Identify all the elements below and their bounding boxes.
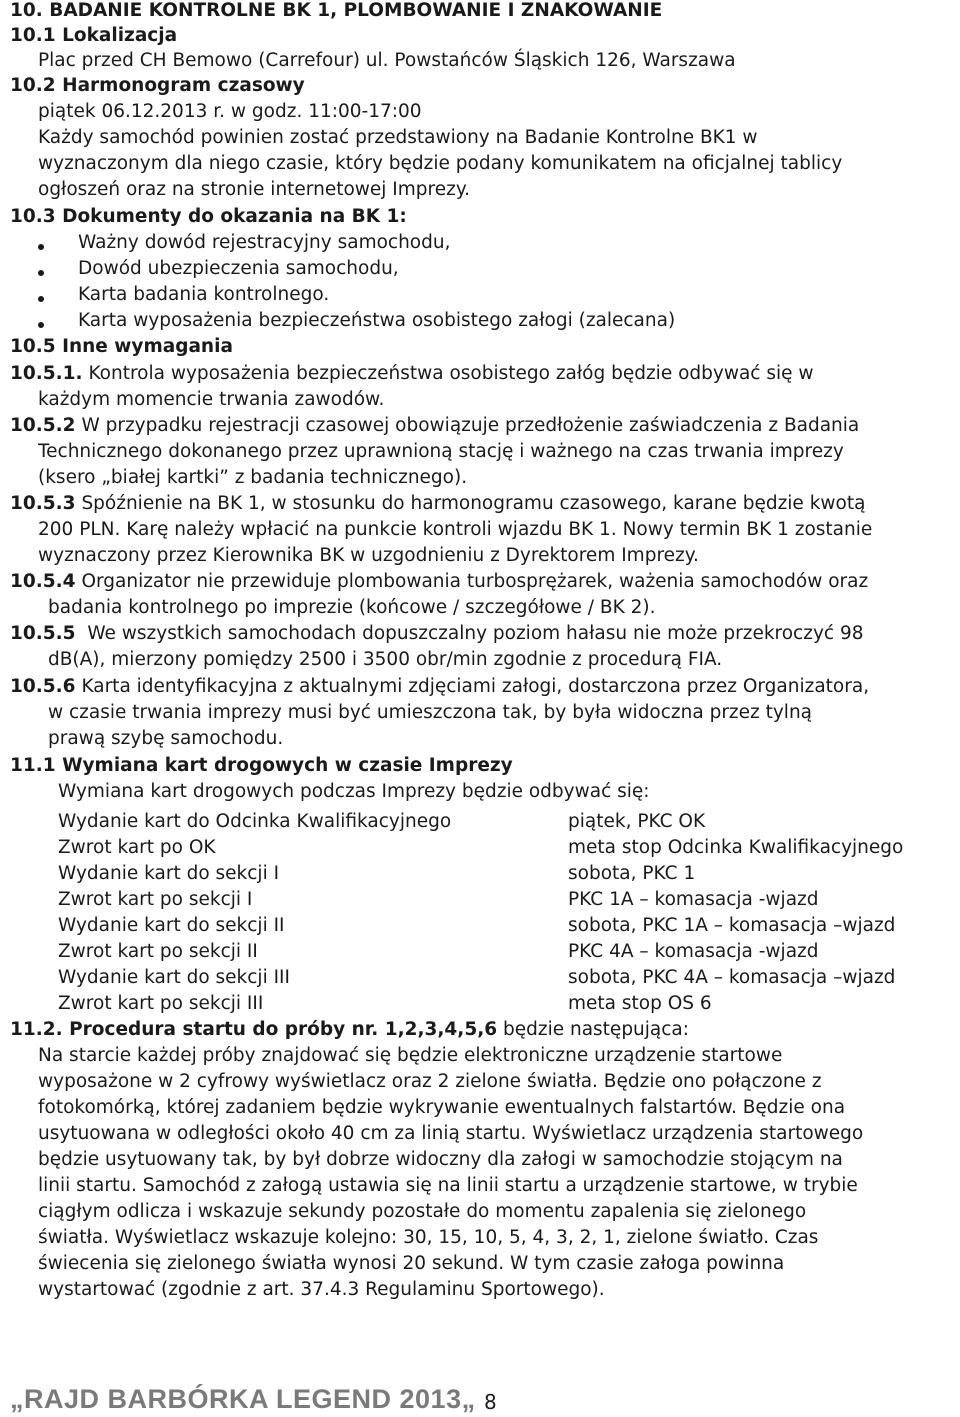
- paragraph-line: wyznaczony przez Kierownika BK w uzgodnieniu z Dyrektorem Imprezy.: [38, 545, 699, 566]
- table-cell-place: meta stop OS 6: [568, 993, 712, 1014]
- procedure-line: światła. Wyświetlacz wskazuje kolejno: 30, 15, 10, 5, 4, 3, 2, 1, zielone światło. Czas: [38, 1227, 819, 1248]
- paragraph-line: prawą szybę samochodu.: [48, 728, 284, 749]
- document-list-item: Ważny dowód rejestracyjny samochodu,: [78, 232, 451, 253]
- document-list-item: Dowód ubezpieczenia samochodu,: [78, 258, 399, 279]
- exchange-intro: Wymiana kart drogowych podczas Imprezy będzie odbywać się:: [58, 781, 650, 802]
- section-10-heading: 10. BADANIE KONTROLNE BK 1, PLOMBOWANIE I ZNAKOWANIE: [10, 0, 663, 21]
- bullet-icon: [38, 244, 44, 250]
- paragraph-number: 10.5.1.: [10, 363, 83, 384]
- document-list-item: Karta wyposażenia bezpieczeństwa osobistego załogi (zalecana): [78, 310, 676, 331]
- procedure-line: usytuowana w odległości około 40 cm za linią startu. Wyświetlacz urządzenia startowego: [38, 1123, 864, 1144]
- paragraph-10-5-4: [10, 569, 952, 595]
- table-cell-event: Zwrot kart po sekcji I: [58, 889, 253, 910]
- paragraph-text: W przypadku rejestracji czasowej obowiązuje przedłożenie zaświadczenia z Badania: [81, 415, 860, 436]
- paragraph-line: 200 PLN. Karę należy wpłacić na punkcie kontroli wjazdu BK 1. Nowy termin BK 1 zostanie: [38, 519, 873, 540]
- schedule-date: piątek 06.12.2013 r. w godz. 11:00-17:00: [38, 101, 422, 122]
- location-text: Plac przed CH Bemowo (Carrefour) ul. Powstańców Śląskich 126, Warszawa: [38, 50, 736, 71]
- table-cell-place: sobota, PKC 4A – komasacja –wjazd: [568, 967, 896, 988]
- procedure-line: wystartować (zgodnie z art. 37.4.3 Regulaminu Sportowego).: [38, 1279, 605, 1300]
- section-11-2-title: 11.2. Procedura startu do próby nr. 1,2,3,4,5,6: [10, 1019, 498, 1040]
- table-cell-place: meta stop Odcinka Kwalifikacyjnego: [568, 837, 904, 858]
- document-list-item: Karta badania kontrolnego.: [78, 284, 330, 305]
- schedule-text-line: wyznaczonym dla niego czasie, który będzie podany komunikatem na oficjalnej tablicy: [38, 153, 843, 174]
- section-10-3-heading: 10.3 Dokumenty do okazania na BK 1:: [10, 206, 407, 227]
- table-cell-event: Wydanie kart do sekcji III: [58, 967, 290, 988]
- table-cell-place: sobota, PKC 1A – komasacja –wjazd: [568, 915, 896, 936]
- paragraph-10-5-1: [10, 361, 952, 387]
- table-cell-event: Zwrot kart po OK: [58, 837, 216, 858]
- table-cell-event: Zwrot kart po sekcji III: [58, 993, 264, 1014]
- paragraph-line: w czasie trwania imprezy musi być umieszczona tak, by była widoczna przez tylną: [48, 702, 813, 723]
- procedure-line: świecenia się zielonego światła wynosi 20 sekund. W tym czasie załoga powinna: [38, 1253, 785, 1274]
- schedule-text-line: Każdy samochód powinien zostać przedstawiony na Badanie Kontrolne BK1 w: [38, 127, 758, 148]
- section-10-1-heading: 10.1 Lokalizacja: [10, 25, 178, 46]
- schedule-text-line: ogłoszeń oraz na stronie internetowej Imprezy.: [38, 179, 471, 200]
- paragraph-line: dB(A), mierzony pomiędzy 2500 i 3500 obr/min zgodnie z procedurą FIA.: [48, 649, 723, 670]
- procedure-line: fotokomórką, której zadaniem będzie wykrywanie ewentualnych falstartów. Będzie ona: [38, 1097, 846, 1118]
- paragraph-number: 10.5.4: [10, 571, 76, 592]
- table-cell-event: Wydanie kart do sekcji II: [58, 915, 285, 936]
- paragraph-number: 10.5.2: [10, 415, 76, 436]
- procedure-line: będzie usytuowany tak, by był dobrze widoczny dla załogi w samochodzie stojącym na: [38, 1149, 843, 1170]
- page-number: 8: [484, 1390, 497, 1414]
- paragraph-line: badania kontrolnego po imprezie (końcowe / szczegółowe / BK 2).: [48, 597, 656, 618]
- section-10-2-heading: 10.2 Harmonogram czasowy: [10, 75, 305, 96]
- section-11-2-heading: [10, 1017, 952, 1043]
- table-cell-event: Zwrot kart po sekcji II: [58, 941, 258, 962]
- procedure-line: ciągłym odlicza i wskazuje sekundy pozostałe do momentu zapalenia się zielonego: [38, 1201, 807, 1222]
- paragraph-line: Technicznego dokonanego przez uprawnioną stację i ważnego na czas trwania imprezy: [38, 441, 844, 462]
- paragraph-line: (ksero „białej kartki” z badania technicznego).: [38, 467, 468, 488]
- paragraph-text: Karta identyfikacyjna z aktualnymi zdjęciami załogi, dostarczona przez Organizatora,: [81, 676, 870, 697]
- section-10-5-heading: 10.5 Inne wymagania: [10, 336, 233, 357]
- paragraph-line: każdym momencie trwania zawodów.: [38, 389, 385, 410]
- section-11-2-title-tail: będzie następująca:: [503, 1019, 690, 1040]
- section-11-1-heading: 11.1 Wymiana kart drogowych w czasie Imprezy: [10, 755, 513, 776]
- footer-event-title: „RAJD BARBÓRKA LEGEND 2013„: [10, 1384, 476, 1414]
- paragraph-10-5-2: [10, 413, 952, 439]
- paragraph-text: We wszystkich samochodach dopuszczalny poziom hałasu nie może przekroczyć 98: [87, 623, 864, 644]
- procedure-line: wyposażone w 2 cyfrowy wyświetlacz oraz 2 zielone światła. Będzie ono połączone z: [38, 1071, 822, 1092]
- bullet-icon: [38, 270, 44, 276]
- table-cell-place: PKC 1A – komasacja -wjazd: [568, 889, 819, 910]
- table-cell-event: Wydanie kart do Odcinka Kwalifikacyjnego: [58, 811, 452, 832]
- bullet-icon: [38, 296, 44, 302]
- bullet-icon: [38, 322, 44, 328]
- paragraph-10-5-6: [10, 674, 952, 700]
- table-cell-event: Wydanie kart do sekcji I: [58, 863, 280, 884]
- paragraph-number: 10.5.3: [10, 493, 76, 514]
- paragraph-number: 10.5.5: [10, 623, 76, 644]
- paragraph-text: Kontrola wyposażenia bezpieczeństwa osobistego załóg będzie odbywać się w: [88, 363, 814, 384]
- paragraph-text: Organizator nie przewiduje plombowania turbosprężarek, ważenia samochodów oraz: [81, 571, 869, 592]
- paragraph-10-5-3: [10, 491, 952, 517]
- table-cell-place: PKC 4A – komasacja -wjazd: [568, 941, 819, 962]
- table-cell-place: piątek, PKC OK: [568, 811, 706, 832]
- procedure-line: linii startu. Samochód z załogą ustawia się na linii startu a urządzenie startowe, w trybie: [38, 1175, 858, 1196]
- paragraph-text: Spóźnienie na BK 1, w stosunku do harmonogramu czasowego, karane będzie kwotą: [81, 493, 866, 514]
- paragraph-10-5-5: [10, 621, 952, 647]
- table-cell-place: sobota, PKC 1: [568, 863, 696, 884]
- procedure-line: Na starcie każdej próby znajdować się będzie elektroniczne urządzenie startowe: [38, 1045, 783, 1066]
- paragraph-number: 10.5.6: [10, 676, 76, 697]
